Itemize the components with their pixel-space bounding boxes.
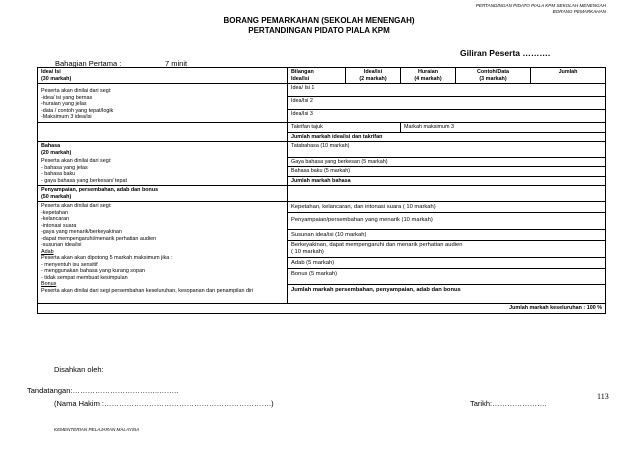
takrifan-row <box>38 123 606 133</box>
penyampaian-row-adab: Adab (5 markah) <box>288 258 605 269</box>
bahagian-time: 7 minit <box>165 59 188 68</box>
bonus-label: Bonus <box>41 281 57 287</box>
idea-criteria-spacer <box>38 132 288 142</box>
criteria-line: - menggunakan bahasa yang kurang sopan <box>41 268 145 274</box>
penyampaian-row-bonus: Bonus (5 markah) <box>288 269 605 285</box>
penyampaian-row-berkeyakinan: Berkeyakinan, dapat mempengaruhi dan menarik perhatian audien ( 10 markah) <box>288 241 605 258</box>
penyampaian-title: Penyampaian, persembahan, adab dan bonus (50 markah) <box>38 186 288 202</box>
criteria-line: -idea/ isi yang bernas <box>41 94 93 101</box>
header-idea-isi: Idea/Isi (2 markah) <box>346 68 401 84</box>
criteria-line: -kepetahan <box>41 209 68 216</box>
bahasa-criteria <box>38 157 288 186</box>
header-bilangan: Bilangan Idea/Isi <box>288 68 346 84</box>
bahasa-title: Bahasa (20 markah) <box>38 142 288 158</box>
idea-criteria-spacer <box>38 123 288 133</box>
criteria-line: - bahasa baku <box>41 171 76 177</box>
criteria-line: - tidak sempat membuat kesimpulan <box>41 274 128 281</box>
tandatangan-line: Tandatangan:……………………………..…….. <box>27 386 179 395</box>
criteria-line: -data / contoh yang tepat/logik <box>41 107 114 114</box>
criteria-line: -kelancaran <box>41 216 70 222</box>
criteria-line: - bahasa yang jelas <box>41 164 88 171</box>
adab-label: Adab <box>41 248 54 255</box>
criteria-line: Peserta akan akan dipotong 5 markah maksimum jika : <box>41 255 173 261</box>
header-huraian: Huraian (4 markah) <box>401 68 456 84</box>
idea-isi-3-row: Idea/Isi 3 <box>288 110 606 123</box>
form-title-line-2: PERTANDINGAN PIDATO PIALA KPM <box>248 26 390 35</box>
tarikh-line: Tarikh:…………………. <box>470 399 547 408</box>
criteria-line: -huraian yang jelas <box>41 101 87 107</box>
criteria-line: Peserta akan dinilai dari segi: <box>41 88 112 94</box>
disahkan-label: Disahkan oleh: <box>54 365 104 374</box>
penyampaian-header-spacer <box>288 186 606 202</box>
bonus-text: Peserta akan dinilai dari segi persembahan keseluruhan, kesopanan dan penampilan diri <box>41 287 254 294</box>
page-number: 113 <box>597 392 609 401</box>
bahasa-row-gaya: Gaya bahasa yang berkesan (5 markah) <box>288 157 606 167</box>
penyampaian-total-row: Jumlah markah persembahan, penyampaian, adab dan bonus <box>291 287 461 293</box>
header-running-title <box>476 3 606 15</box>
criteria-line: -Maksimum 3 idea/isi <box>41 114 92 120</box>
penyampaian-rows <box>288 202 606 304</box>
giliran-peserta: Giliran Peserta ………. <box>460 48 551 58</box>
criteria-line: - gaya bahasa yang berkesan/ tepat <box>41 177 128 184</box>
header-contoh: Contoh/Data (3 markah) <box>456 68 531 84</box>
penyampaian-row-persembahan: Penyampaian/persembahan yang menarik (10 markah) <box>288 213 605 230</box>
header-jumlah: Jumlah <box>531 68 606 84</box>
idea-row-1 <box>38 84 606 97</box>
table-header-row <box>38 68 606 84</box>
criteria-line: -susunan idea/isi <box>41 242 82 248</box>
idea-isi-2-row: Idea/Isi 2 <box>288 97 606 110</box>
bahasa-total-row: Jumlah markah bahasa <box>288 176 606 186</box>
markah-maksimum: Markah maksimum 3 <box>401 123 606 133</box>
penyampaian-criteria <box>38 202 288 304</box>
header-line-1: PERTANDINGAN PIDATO PIALA KPM SEKOLAH MENENGAH <box>475 3 606 8</box>
criteria-line: -intonasi suara <box>41 222 77 229</box>
criteria-line: -dapat mempengaruhi/menarik perhatian audien <box>41 235 157 242</box>
form-title-line-1: BORANG PEMARKAHAN (SEKOLAH MENENGAH) <box>223 16 415 25</box>
nama-hakim-line: (Nama Hakim :………………………………………………………….) <box>54 399 274 408</box>
form-title <box>0 16 638 36</box>
bahasa-row-tatabahasa: Tatabahasa (10 markah) <box>288 142 606 158</box>
criteria-line: Peserta akan dinilai dari segi: <box>41 158 112 164</box>
takrifan-label: Takrifan tajuk <box>288 123 401 133</box>
criteria-line: - menyentuh isu sensitif <box>41 261 98 268</box>
penyampaian-row-susunan: Susunan idea/isi (10 markah) <box>288 230 605 241</box>
bahasa-row-baku: Bahasa baku (5 markah) <box>288 167 606 177</box>
idea-total-row: Jumlah markah idea/isi dan takrifan <box>288 132 606 142</box>
header-line-2: BORANG PEMARKAHAN <box>552 9 606 14</box>
scoring-table <box>37 67 606 314</box>
criteria-line: -gaya yang menarik/berkeyakinan <box>41 229 122 235</box>
header-idea: Idea/ Isi (30 markah) <box>38 68 288 84</box>
idea-criteria <box>38 84 288 123</box>
penyampaian-row-kepetahan: Kepetahan, kelancaran, dan intonasi suara ( 10 markah) <box>288 202 605 213</box>
criteria-line: Peserta akan dinilai dari segi: <box>41 203 112 209</box>
grand-total: Jumlah markah keseluruhan : 100 % <box>38 304 606 314</box>
footer-ministry: KEMENTERIAN PELAJARAN MALAYSIA <box>54 427 140 432</box>
idea-isi-1-row: Idea/ Isi 1 <box>288 84 606 97</box>
bahagian-text: Bahagian Pertama : <box>55 59 122 68</box>
